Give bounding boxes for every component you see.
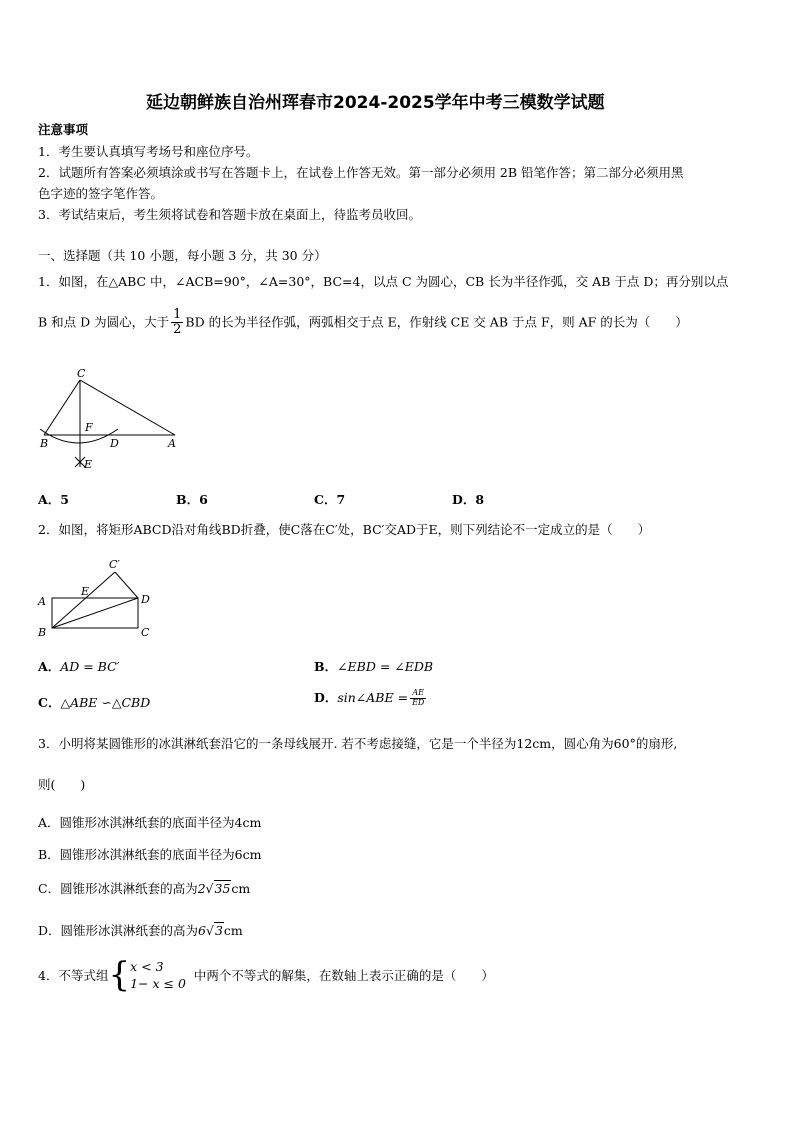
q2-option-a-text: AD = BC′ bbox=[60, 659, 120, 674]
q2-label-c: C bbox=[141, 626, 150, 639]
q1-segment-ca bbox=[80, 380, 175, 435]
q3-stem-line1: 3．小明将某圆锥形的冰淇淋纸套沿它的一条母线展开. 若不考虑接缝，它是一个半径为12cm，圆心角为60°的扇形, bbox=[38, 736, 678, 751]
q2-option-c-label: C． bbox=[38, 695, 61, 710]
q1-arc bbox=[40, 429, 118, 443]
q1-option-b[interactable]: B．6 bbox=[176, 492, 208, 507]
q3-option-c-radicand: 35 bbox=[214, 881, 231, 896]
q1-option-a[interactable]: A．5 bbox=[38, 492, 69, 507]
q2-label-cp: C′ bbox=[109, 558, 120, 571]
q3-stem-line2: 则( ) bbox=[38, 777, 86, 792]
q1-label-e: E bbox=[84, 458, 93, 471]
q3-option-d-radicand: 3 bbox=[214, 923, 223, 938]
q2-option-d-label: D． bbox=[314, 690, 338, 705]
q2-diagonal-bd bbox=[52, 598, 138, 628]
page-title: 延边朝鲜族自治州珲春市2024-2025学年中考三模数学试题 bbox=[146, 93, 605, 113]
notice-item-2-cont: 色字迹的签字笔作答。 bbox=[38, 186, 164, 201]
q2-option-c-text: △ABE ∽△CBD bbox=[60, 695, 151, 710]
q2-stem: 2．如图，将矩形ABCD沿对角线BD折叠，使C落在C′处，BC′交AD于E，则下列结论不一定成立的是（ ） bbox=[38, 522, 651, 537]
q2-figure bbox=[30, 555, 165, 645]
brace-icon: { bbox=[108, 955, 131, 995]
sqrt-icon: √ bbox=[205, 923, 214, 938]
q3-option-d-coef: 6 bbox=[198, 923, 206, 938]
q4-inequality-1: x < 3 bbox=[130, 959, 164, 974]
q3-option-c-text: C．圆锥形冰淇淋纸套的高为 bbox=[38, 881, 198, 896]
sqrt-icon: √ bbox=[205, 881, 214, 896]
q2-option-d-numerator: AE bbox=[410, 689, 426, 699]
notice-item-2: 2．试题所有答案必须填涂或书写在答题卡上，在试卷上作答无效。第一部分必须用 2B 铅笔作答；第二部分必须用黑 bbox=[38, 165, 684, 180]
notice-heading: 注意事项 bbox=[38, 122, 89, 137]
q2-option-a[interactable] bbox=[38, 657, 120, 675]
q2-option-d[interactable] bbox=[314, 688, 428, 708]
fraction-numerator: 1 bbox=[173, 307, 182, 322]
q2-label-a: A bbox=[38, 595, 46, 608]
q1-stem-line2 bbox=[38, 308, 688, 338]
q1-figure bbox=[30, 365, 190, 475]
q2-label-e: E bbox=[81, 585, 90, 598]
q1-label-d: D bbox=[110, 437, 119, 450]
q1-stem-line2-pre: B 和点 D 为圆心，大于 bbox=[38, 314, 170, 330]
q3-option-a[interactable]: A．圆锥形冰淇淋纸套的底面半径为4cm bbox=[38, 815, 262, 830]
q2-option-c[interactable] bbox=[38, 693, 150, 711]
q2-option-d-fraction bbox=[410, 689, 426, 708]
q1-stem-line2-post: BD 的长为半径作弧，两弧相交于点 E，作射线 CE 交 AB 于点 F，则 AF 的长为（ ） bbox=[185, 314, 688, 330]
q2-segment-bcp bbox=[52, 572, 115, 628]
q2-option-d-denominator: ED bbox=[412, 698, 425, 707]
q1-label-f: F bbox=[85, 421, 93, 434]
q1-segment-cb bbox=[44, 380, 80, 435]
q1-label-c: C bbox=[77, 367, 86, 380]
q2-segment-cpd bbox=[115, 572, 138, 598]
q1-option-d[interactable]: D．8 bbox=[452, 492, 485, 507]
q2-label-d: D bbox=[141, 593, 150, 606]
q3-option-d[interactable] bbox=[38, 921, 243, 939]
q2-option-b-label: B． bbox=[314, 659, 338, 674]
q3-option-b[interactable]: B．圆锥形冰淇淋纸套的底面半径为6cm bbox=[38, 847, 262, 862]
q1-stem-line1: 1．如图，在△ABC 中，∠ACB=90°，∠A=30°，BC=4，以点 C 为圆心，CB 长为半径作弧，交 AB 于点 D；再分别以点 bbox=[38, 274, 729, 289]
q2-option-a-label: A． bbox=[38, 659, 61, 674]
q4-stem bbox=[38, 955, 494, 995]
q1-label-b: B bbox=[40, 437, 49, 450]
q3-option-c-coef: 2 bbox=[197, 881, 206, 896]
notice-item-3: 3．考试结束后，考生须将试卷和答题卡放在桌面上，待监考员收回。 bbox=[38, 207, 421, 222]
q3-option-d-unit: cm bbox=[223, 923, 243, 938]
q4-inequality-system bbox=[130, 958, 186, 992]
q3-option-c[interactable] bbox=[38, 879, 250, 897]
q4-stem-pre: 4．不等式组 bbox=[38, 968, 109, 983]
q1-option-c[interactable]: C．7 bbox=[314, 492, 346, 507]
fraction-denominator: 2 bbox=[173, 322, 182, 338]
q4-stem-post: 中两个不等式的解集，在数轴上表示正确的是（ ） bbox=[193, 968, 494, 983]
q4-inequality-2: 1− x ≤ 0 bbox=[130, 976, 186, 991]
notice-item-1: 1．考生要认真填写考场号和座位序号。 bbox=[38, 144, 259, 159]
q2-option-b-text: ∠EBD = ∠EDB bbox=[337, 659, 434, 674]
q3-option-d-text: D．圆锥形冰淇淋纸套的高为 bbox=[38, 923, 199, 938]
q2-option-d-pre: sin∠ABE = bbox=[337, 690, 409, 705]
q2-option-b[interactable] bbox=[314, 657, 433, 675]
section-heading: 一、选择题（共 10 小题，每小题 3 分，共 30 分） bbox=[38, 248, 327, 263]
q1-label-a: A bbox=[168, 437, 176, 450]
q2-label-b: B bbox=[38, 626, 47, 639]
fraction-half bbox=[171, 308, 183, 338]
q3-option-c-unit: cm bbox=[231, 881, 251, 896]
